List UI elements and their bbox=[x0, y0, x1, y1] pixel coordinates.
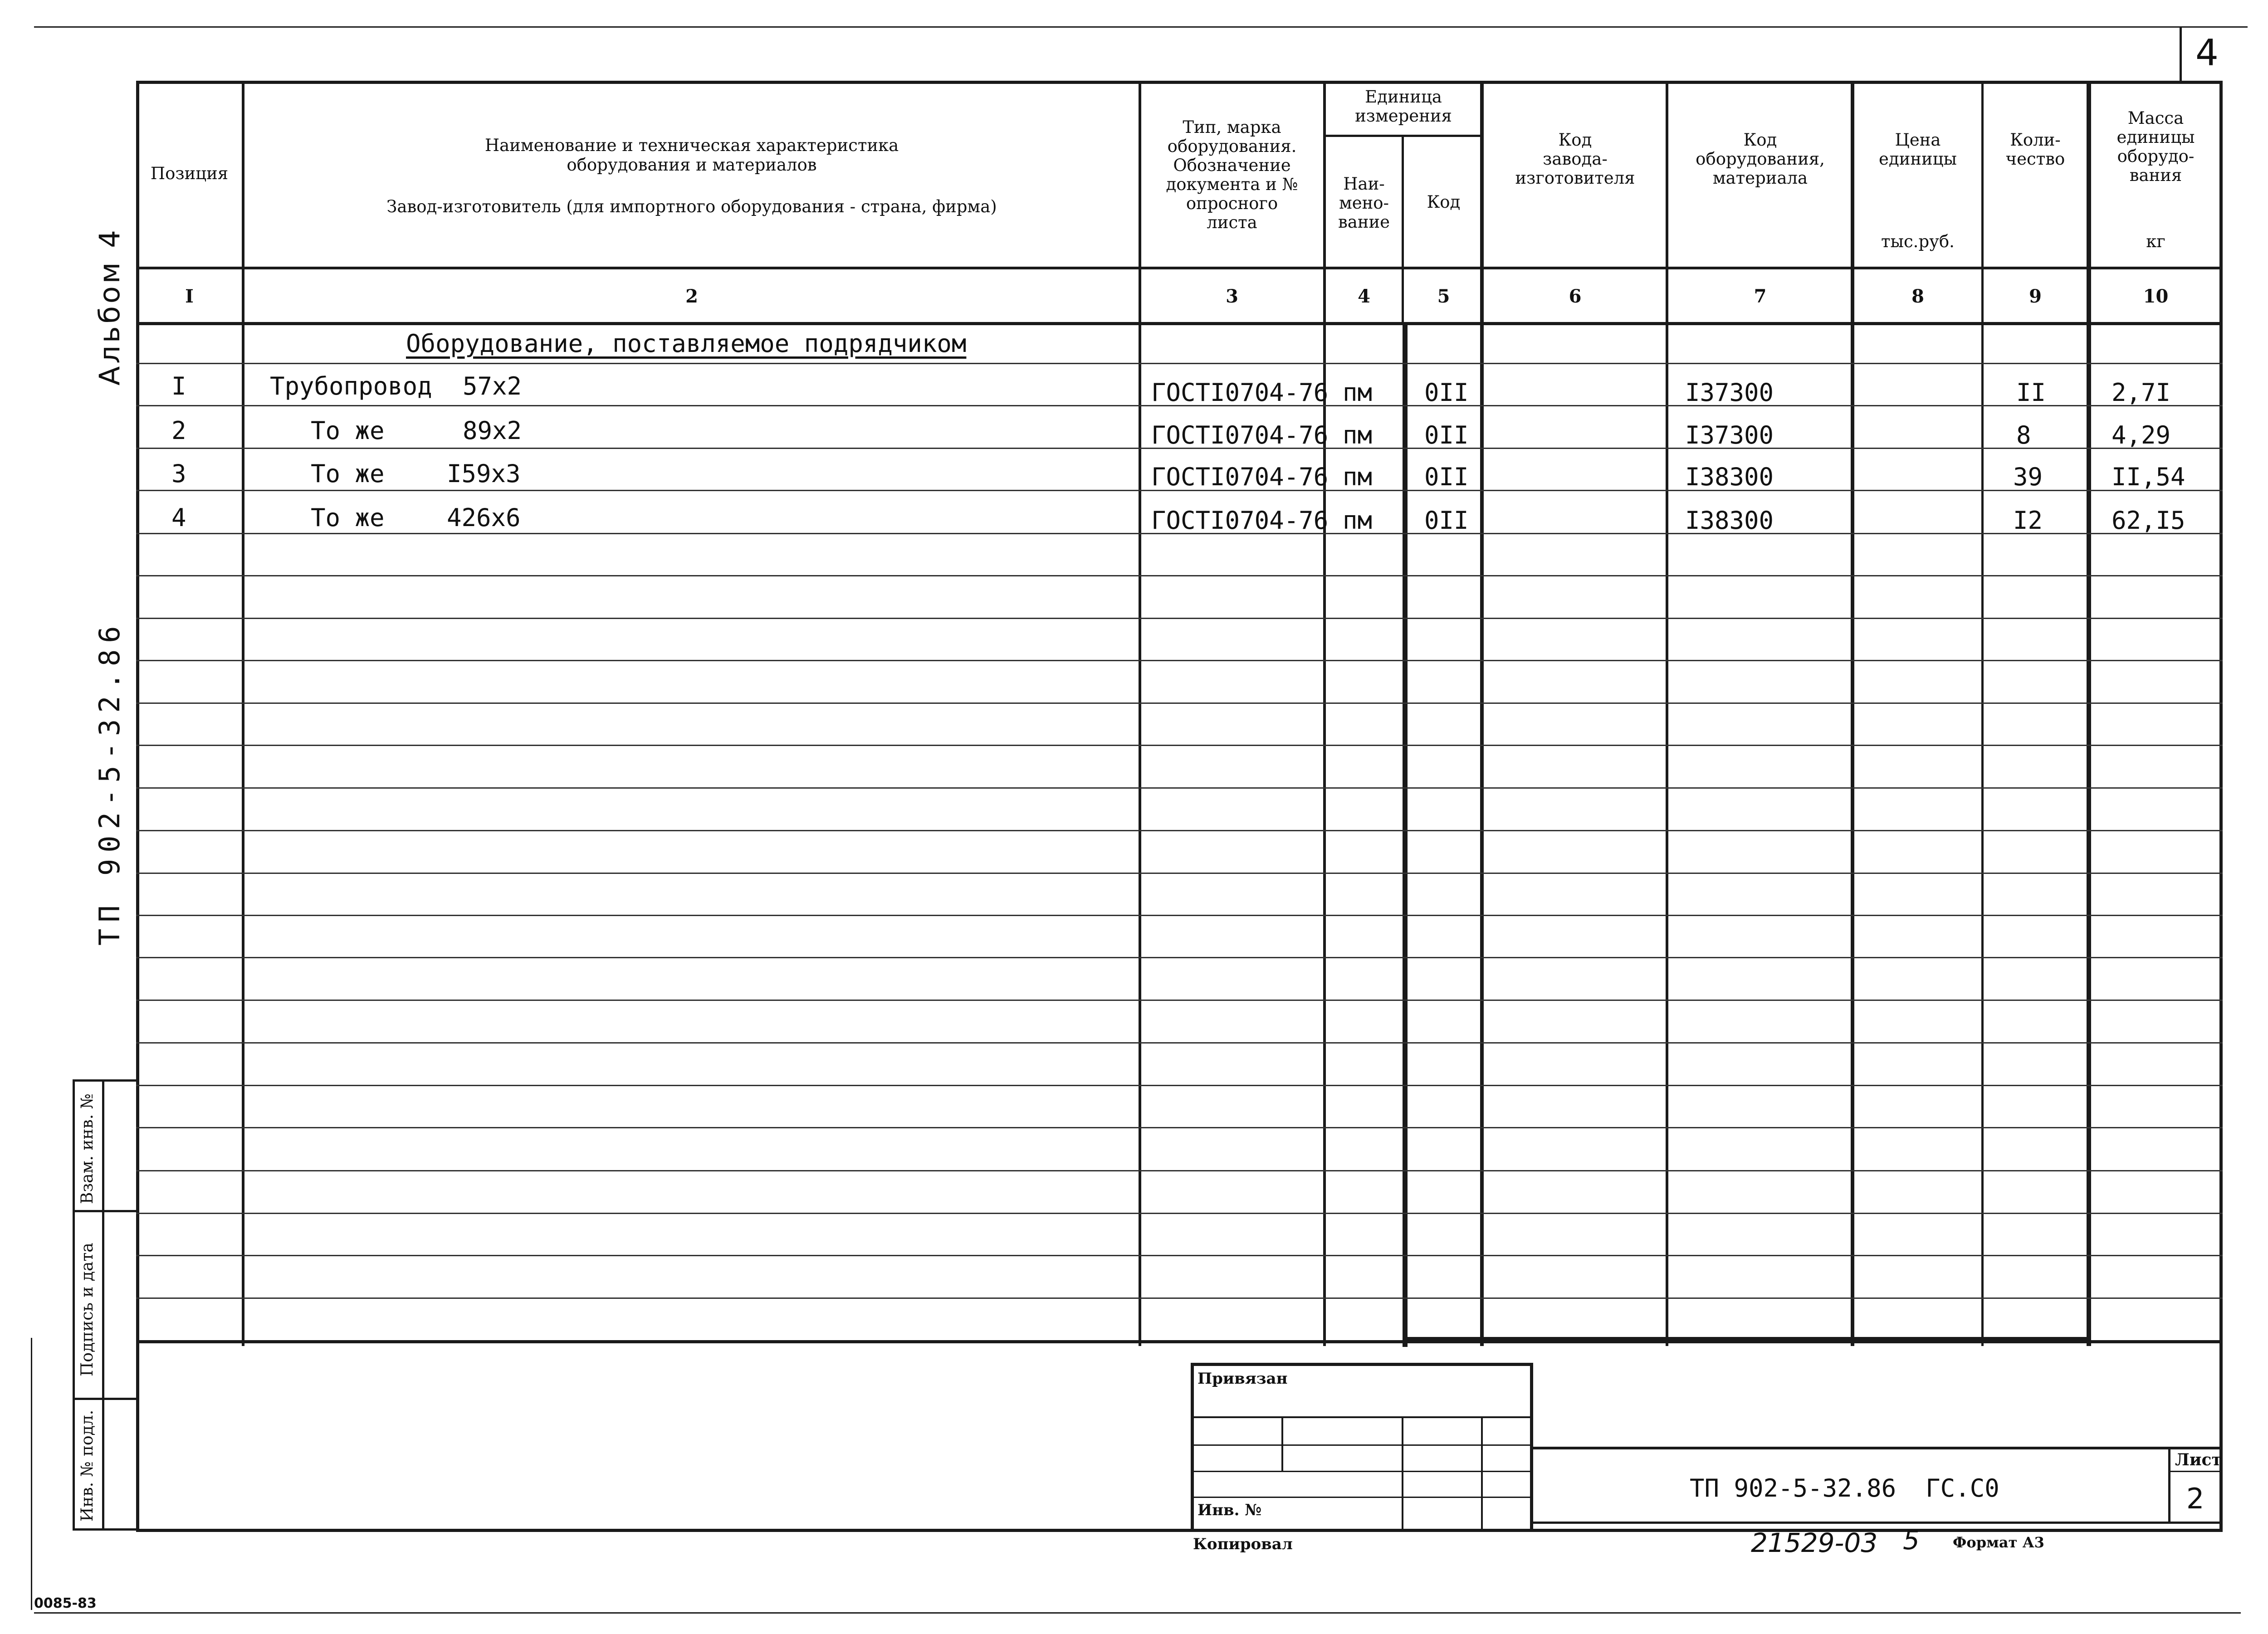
row-rule bbox=[136, 1042, 2223, 1044]
frame-top bbox=[136, 81, 2223, 84]
header-material-code: Код оборудования, материала bbox=[1696, 130, 1825, 188]
row-material-code: I38300 bbox=[1685, 506, 1774, 535]
list-value: 2 bbox=[2186, 1482, 2204, 1515]
row-rule bbox=[136, 363, 2223, 364]
col-line-7 bbox=[1851, 81, 1854, 1346]
col-line-5 bbox=[1480, 81, 1484, 1346]
row-rule bbox=[136, 787, 2223, 789]
row-name: Трубопровод bbox=[270, 372, 432, 400]
header-quantity: Коли- чество bbox=[2005, 130, 2065, 169]
row-size: 89x2 bbox=[463, 416, 522, 445]
col-line-8 bbox=[1981, 81, 1984, 1346]
row-unit: пм bbox=[1343, 506, 1373, 535]
row-mass: 2,7I bbox=[2112, 378, 2171, 407]
inv-no-label: Инв. № bbox=[1198, 1501, 1262, 1519]
section-title: Оборудование, поставляемое подрядчиком bbox=[406, 329, 967, 358]
col-number: 5 bbox=[1437, 286, 1450, 307]
col-line-3 bbox=[1323, 81, 1326, 1346]
handwritten-page: 5 bbox=[1903, 1525, 1920, 1556]
form-code: 0085-83 bbox=[34, 1595, 97, 1611]
row-size: 57x2 bbox=[463, 372, 522, 400]
row-rule bbox=[136, 660, 2223, 661]
row-unit: пм bbox=[1343, 421, 1373, 449]
header-mass: Масса единицы оборудо- вания bbox=[2116, 108, 2195, 185]
row-doc: ГОСТI0704-76 bbox=[1151, 463, 1329, 491]
header-name-line3: Завод-изготовитель (для импортного оборудования - страна, фирма) bbox=[386, 197, 997, 216]
document-designation: ТП 902-5-32.86 ГС.С0 bbox=[1690, 1474, 1999, 1502]
header-name-line1: Наименование и техническая характеристика bbox=[484, 136, 899, 155]
header-type: Тип, марка оборудования. Обозначение документа и № опросного листа bbox=[1166, 117, 1298, 232]
kopiroval-label: Копировал bbox=[1193, 1535, 1293, 1553]
col-number: 10 bbox=[2143, 286, 2169, 307]
row-name: То же bbox=[311, 416, 385, 445]
row-rule bbox=[136, 1170, 2223, 1171]
top-trim-line bbox=[34, 26, 2248, 28]
row-quantity: 8 bbox=[2016, 421, 2031, 449]
row-rule bbox=[136, 1297, 2223, 1299]
row-rule bbox=[136, 1213, 2223, 1214]
row-rule bbox=[136, 1000, 2223, 1001]
row-quantity: 39 bbox=[2013, 463, 2043, 491]
podpis-data-label: Подпись и дата bbox=[78, 1243, 97, 1376]
col-number: I bbox=[185, 286, 194, 307]
header-price-unit: тыс.руб. bbox=[1881, 232, 1955, 251]
row-code: 0II bbox=[1424, 421, 1469, 449]
row-doc: ГОСТI0704-76 bbox=[1151, 506, 1329, 535]
header-unit-group: Единица измерения bbox=[1355, 87, 1452, 126]
row-rule bbox=[136, 702, 2223, 704]
row-rule bbox=[136, 575, 2223, 576]
row-mass: II,54 bbox=[2112, 463, 2185, 491]
col-line-2 bbox=[1139, 81, 1141, 1346]
row-name: То же bbox=[311, 503, 385, 532]
handwritten-number: 21529-03 bbox=[1751, 1527, 1878, 1558]
row-rule bbox=[136, 873, 2223, 874]
row-rule bbox=[136, 915, 2223, 916]
header-position: Позиция bbox=[150, 164, 229, 183]
col-number: 6 bbox=[1569, 286, 1582, 307]
format-label: Формат А3 bbox=[1953, 1534, 2044, 1551]
list-label: Лист bbox=[2175, 1450, 2222, 1469]
row-unit: пм bbox=[1343, 378, 1373, 407]
row-rule bbox=[136, 830, 2223, 831]
row-code: 0II bbox=[1424, 463, 1469, 491]
row-doc: ГОСТI0704-76 bbox=[1151, 421, 1329, 449]
page-bottom-trim bbox=[34, 1612, 2241, 1614]
sheet-box-left bbox=[2180, 27, 2182, 82]
header-factory-code: Код завода- изготовителя bbox=[1515, 130, 1635, 188]
col-line-6 bbox=[1666, 81, 1668, 1346]
header-unit-code: Код bbox=[1427, 192, 1461, 212]
row-mass: 4,29 bbox=[2112, 421, 2171, 449]
row-rule bbox=[136, 1255, 2223, 1256]
row-name: То же bbox=[311, 459, 385, 488]
col-number: 9 bbox=[2029, 286, 2042, 307]
inv-podl-label: Инв. № подл. bbox=[78, 1410, 97, 1522]
row-position: 4 bbox=[171, 503, 186, 532]
vzam-inv-label: Взам. инв. № bbox=[78, 1093, 97, 1204]
header-price: Цена единицы bbox=[1879, 130, 1957, 169]
col-number: 2 bbox=[685, 286, 698, 307]
row-material-code: I37300 bbox=[1685, 378, 1774, 407]
row-doc: ГОСТI0704-76 bbox=[1151, 378, 1329, 407]
row-unit: пм bbox=[1343, 463, 1373, 491]
page-left-trim bbox=[31, 1338, 32, 1610]
row-material-code: I37300 bbox=[1685, 421, 1774, 449]
side-doc-code: ТП 902-5-32.86 bbox=[93, 619, 126, 946]
col-number: 4 bbox=[1358, 286, 1370, 307]
row-position: 3 bbox=[171, 459, 186, 488]
row-position: I bbox=[171, 372, 186, 400]
header-name-line2: оборудования и материалов bbox=[567, 155, 817, 175]
col-number: 7 bbox=[1754, 286, 1767, 307]
header-mass-unit: кг bbox=[2146, 232, 2165, 251]
row-rule bbox=[136, 745, 2223, 746]
row-rule bbox=[136, 1085, 2223, 1086]
row-mass: 62,I5 bbox=[2112, 506, 2185, 535]
col-number: 3 bbox=[1226, 286, 1238, 307]
row-size: I59x3 bbox=[447, 459, 521, 488]
row-rule bbox=[136, 1127, 2223, 1128]
row-rule bbox=[136, 957, 2223, 958]
sheet-number: 4 bbox=[2195, 32, 2219, 74]
row-position: 2 bbox=[171, 416, 186, 445]
header-bottom-line bbox=[136, 267, 2223, 269]
privyazan-label: Привязан bbox=[1198, 1370, 1288, 1388]
numbers-bottom-line bbox=[136, 322, 2223, 325]
album-label: Альбом 4 bbox=[93, 227, 126, 385]
row-rule bbox=[136, 618, 2223, 619]
col-line-9 bbox=[2087, 81, 2091, 1346]
header-unit-name: Наи- мено- вание bbox=[1338, 174, 1390, 232]
row-quantity: I2 bbox=[2013, 506, 2043, 535]
row-quantity: II bbox=[2016, 378, 2046, 407]
col-line-4b bbox=[1403, 324, 1408, 1347]
row-material-code: I38300 bbox=[1685, 463, 1774, 491]
col-number: 8 bbox=[1911, 286, 1924, 307]
col-line-1 bbox=[242, 81, 244, 1346]
row-code: 0II bbox=[1424, 378, 1469, 407]
row-code: 0II bbox=[1424, 506, 1469, 535]
row-size: 426x6 bbox=[447, 503, 521, 532]
